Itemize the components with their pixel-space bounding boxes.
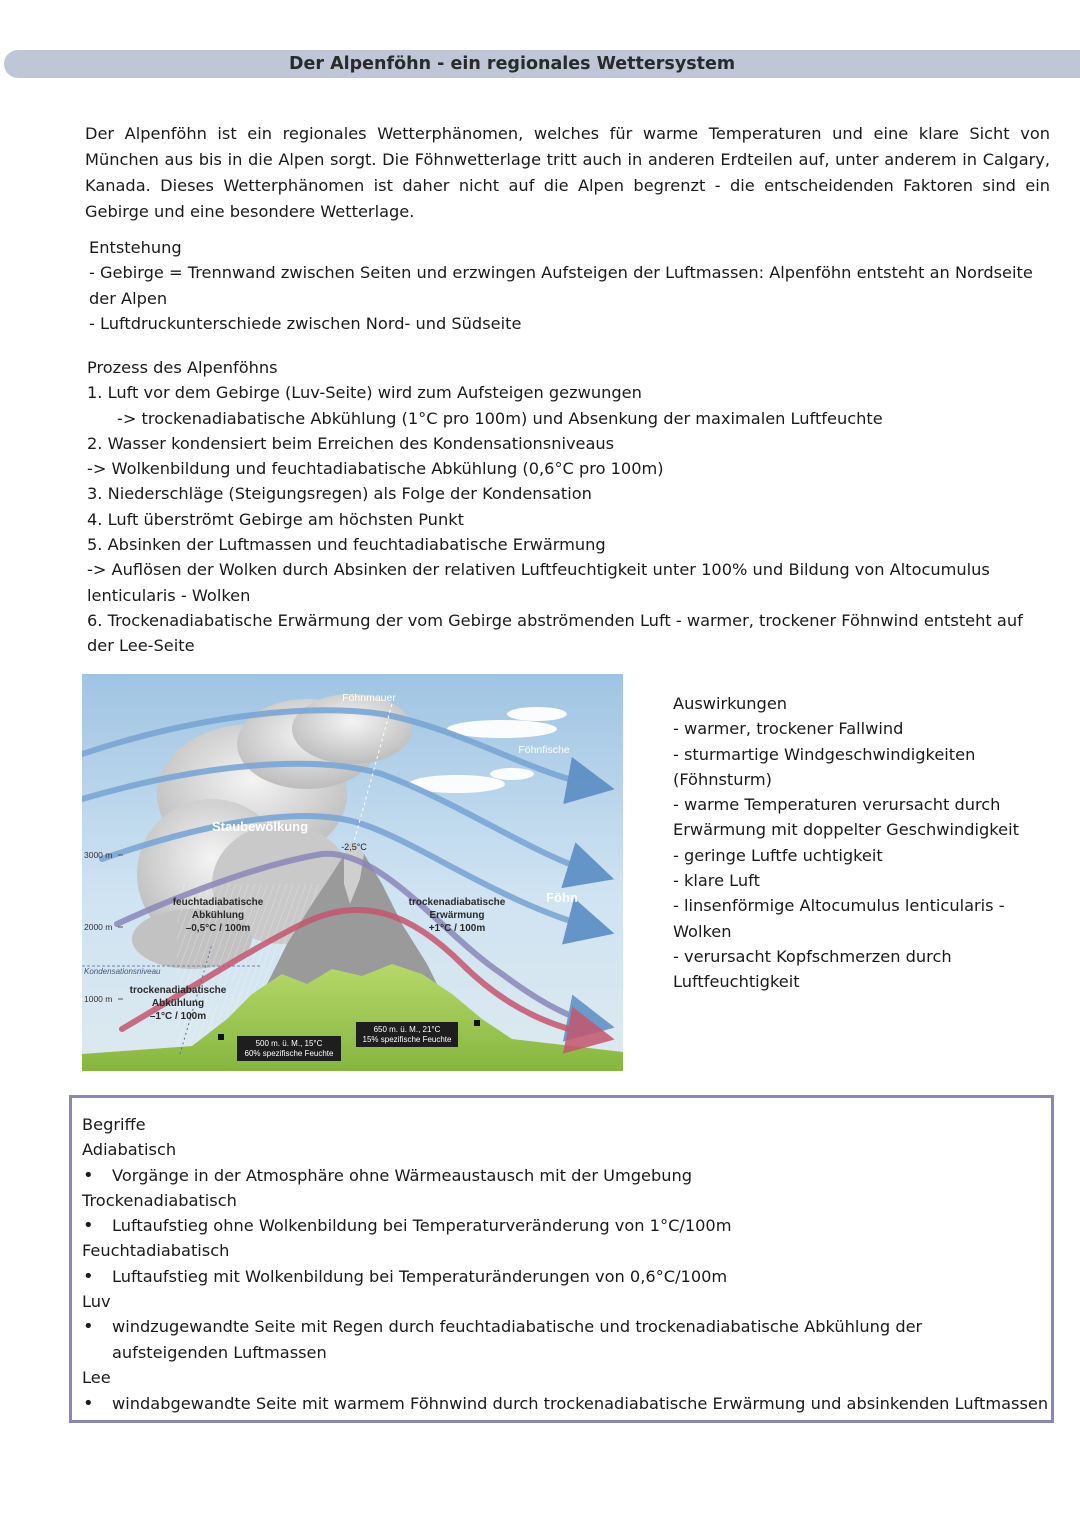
entstehung-item: der Alpen bbox=[89, 288, 168, 308]
definition: • Luftaufstieg ohne Wolkenbildung bei Temperaturveränderung von 1°C/100m bbox=[82, 1213, 1037, 1238]
term: Luv bbox=[82, 1292, 111, 1312]
prozess-line: 6. Trockenadiabatische Erwärmung der vom Gebirge abströmenden Luft - warmer, trockener Föhnwind entsteht auf bbox=[87, 610, 1023, 630]
trockenabk-label-2: Abkühlung bbox=[151, 998, 205, 1009]
staubewoelkung-label: Staubewölkung bbox=[211, 819, 309, 834]
auswirkungen-line: (Föhnsturm) bbox=[673, 769, 772, 789]
peak-temp-label: -2,5°C bbox=[341, 842, 367, 852]
auswirkungen-line: Erwärmung mit doppelter Geschwindigkeit bbox=[673, 820, 1019, 840]
auswirkungen-line: - warme Temperaturen verursacht durch bbox=[673, 795, 1001, 815]
auswirkungen-line: - warmer, trockener Fallwind bbox=[673, 719, 904, 739]
trockenerw-label-2: Erwärmung bbox=[429, 910, 485, 921]
altitude-1000-label: 1000 m bbox=[84, 994, 113, 1004]
prozess-line: 5. Absinken der Luftmassen und feuchtadiabatische Erwärmung bbox=[87, 535, 606, 555]
term: Feuchtadiabatisch bbox=[82, 1241, 230, 1261]
prozess-line: 2. Wasser kondensiert beim Erreichen des Kondensationsniveaus bbox=[87, 433, 615, 453]
trockenabk-label-3: –1°C / 100m bbox=[149, 1011, 207, 1022]
auswirkungen-line: - geringe Luftfe uchtigkeit bbox=[673, 845, 883, 865]
page-title: Der Alpenföhn - ein regionales Wettersystem bbox=[289, 54, 736, 74]
foehn-diagram bbox=[82, 674, 623, 1071]
station-right-label-2: 15% spezifische Feuchte bbox=[362, 1035, 452, 1044]
feucht-label-1: feuchtadiabatische bbox=[172, 897, 264, 908]
prozess-line: der Lee-Seite bbox=[87, 636, 195, 656]
auswirkungen-line: - klare Luft bbox=[673, 871, 760, 891]
auswirkungen-line: Luftfeuchtigkeit bbox=[673, 972, 800, 992]
trockenabk-label-1: trockenadiabatische bbox=[129, 985, 227, 996]
auswirkungen-heading: Auswirkungen bbox=[673, 694, 788, 713]
entstehung-item: - Gebirge = Trennwand zwischen Seiten und erzwingen Aufsteigen der Luftmassen: Alpenföhn entsteht an Nordseite bbox=[89, 263, 1033, 283]
prozess-section bbox=[87, 355, 1023, 659]
prozess-line: -> Auflösen der Wolken durch Absinken der relativen Luftfeuchtigkeit unter 100% und Bildung von Altocumulus bbox=[87, 560, 990, 580]
kondensationsniveau-label: Kondensationsniveau bbox=[84, 967, 161, 976]
auswirkungen-section bbox=[673, 691, 1019, 995]
definition: • windzugewandte Seite mit Regen durch feuchtadiabatische und trockenadiabatische Abkühlung der aufsteigenden Luftmassen bbox=[82, 1314, 1037, 1365]
auswirkungen-line: Wolken bbox=[673, 921, 732, 941]
begriffe-box bbox=[69, 1095, 1054, 1423]
altitude-2000-label: 2000 m bbox=[84, 922, 113, 932]
foehnfische-label: Föhnfische bbox=[518, 744, 570, 756]
entstehung-item: - Luftdruckunterschiede zwischen Nord- und Südseite bbox=[89, 313, 522, 333]
foehn-label: Föhn bbox=[546, 890, 578, 905]
term: Lee bbox=[82, 1368, 111, 1388]
term: Adiabatisch bbox=[82, 1140, 177, 1160]
definition: • Luftaufstieg mit Wolkenbildung bei Temperaturänderungen von 0,6°C/100m bbox=[82, 1264, 1037, 1289]
begriffe-list bbox=[82, 1112, 1049, 1416]
definition: • windabgewandte Seite mit warmem Föhnwind durch trockenadiabatische Erwärmung und absinkenden Luftmassen bbox=[82, 1391, 1037, 1416]
prozess-line: 3. Niederschläge (Steigungsregen) als Folge der Kondensation bbox=[87, 484, 592, 504]
prozess-heading: Prozess des Alpenföhns bbox=[87, 358, 278, 377]
prozess-line: lenticularis - Wolken bbox=[87, 585, 251, 605]
auswirkungen-line: - linsenförmige Altocumulus lenticularis - bbox=[673, 896, 1005, 916]
foehnmauer-label: Föhnmauer bbox=[342, 692, 396, 704]
altitude-3000-label: 3000 m bbox=[84, 850, 113, 860]
prozess-line: -> Wolkenbildung und feuchtadiabatische Abkühlung (0,6°C pro 100m) bbox=[87, 459, 664, 479]
feucht-label-3: –0,5°C / 100m bbox=[185, 923, 251, 934]
trockenerw-label-3: +1°C / 100m bbox=[428, 923, 486, 934]
prozess-line: -> trockenadiabatische Abkühlung (1°C pro 100m) und Absenkung der maximalen Luftfeuchte bbox=[117, 408, 883, 428]
entstehung-heading: Entstehung bbox=[89, 238, 182, 257]
prozess-line: 1. Luft vor dem Gebirge (Luv-Seite) wird zum Aufsteigen gezwungen bbox=[87, 383, 642, 403]
feucht-label-2: Abkühlung bbox=[191, 910, 245, 921]
definition: • Vorgänge in der Atmosphäre ohne Wärmeaustausch mit der Umgebung bbox=[82, 1163, 1037, 1188]
auswirkungen-line: - sturmartige Windgeschwindigkeiten bbox=[673, 744, 976, 764]
station-right-label-1: 650 m. ü. M., 21°C bbox=[373, 1025, 441, 1034]
entstehung-section bbox=[89, 235, 1033, 336]
prozess-line: 4. Luft überströmt Gebirge am höchsten Punkt bbox=[87, 509, 464, 529]
trockenerw-label-1: trockenadiabatische bbox=[408, 897, 506, 908]
auswirkungen-line: - verursacht Kopfschmerzen durch bbox=[673, 946, 952, 966]
term: Trockenadiabatisch bbox=[82, 1190, 237, 1210]
station-left-label-2: 60% spezifische Feuchte bbox=[244, 1049, 334, 1058]
begriffe-heading: Begriffe bbox=[82, 1115, 146, 1134]
station-left-label-1: 500 m. ü. M., 15°C bbox=[255, 1039, 323, 1048]
title-bar bbox=[4, 50, 1080, 78]
intro-paragraph: Der Alpenföhn ist ein regionales Wetterphänomen, welches für warme Temperaturen und eine klare Sicht von München aus bis in die Alpen sorgt. Die Föhnwetterlage tritt auch in anderen Erdteilen auf, unter anderem in Calgary, Kanada. Dieses Wetterphänomen ist daher nicht auf die Alpen begrenzt - die entscheidenden Faktoren sind ein Gebirge und eine besondere Wetterlage. bbox=[85, 124, 1050, 221]
